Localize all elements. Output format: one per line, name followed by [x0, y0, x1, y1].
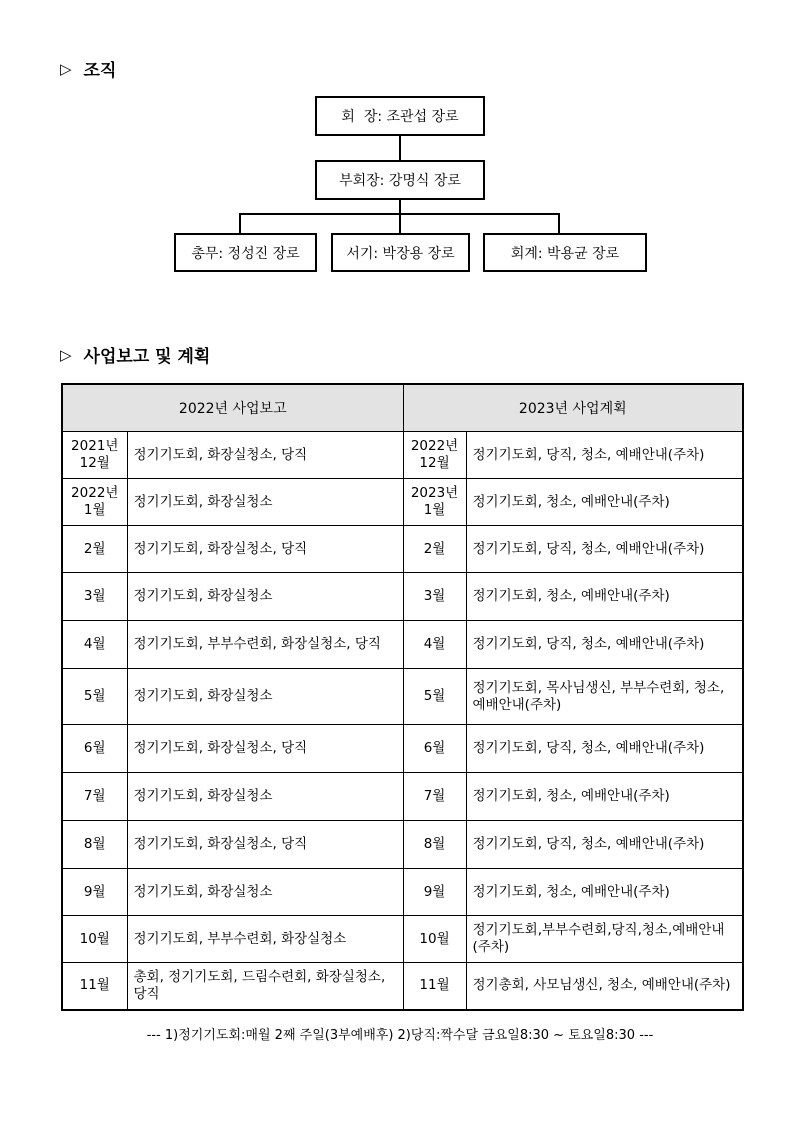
connector-line [399, 136, 401, 160]
table-row [62, 479, 743, 526]
activity-text: 정기기도회, 당직, 청소, 예배안내(주차) [472, 446, 705, 463]
month-label: 2022년 [410, 438, 459, 454]
activity-2023-cell [466, 621, 743, 669]
month-label: 12월 [419, 455, 450, 471]
month-2023-cell [403, 479, 466, 526]
month-label: 9월 [83, 883, 106, 900]
activity-text: 정기기도회, 화장실청소, 당직 [133, 446, 308, 463]
month-label: 3월 [83, 588, 106, 604]
president-box: 회 장: 조관섭 장로 [315, 96, 485, 136]
month-label: 8월 [83, 836, 106, 852]
month-2022-cell [62, 963, 127, 1010]
activity-2022-cell [127, 526, 403, 573]
month-label: 2월 [423, 540, 446, 557]
month-label: 2022년 [71, 485, 119, 501]
month-2023-cell [403, 773, 466, 821]
connector-line [239, 213, 241, 233]
month-label: 12월 [79, 455, 110, 471]
activity-text: 정기기도회, 부부수련회, 화장실청소, 당직 [133, 636, 381, 652]
month-2022-cell [62, 669, 127, 725]
month-label: 1월 [423, 502, 446, 518]
activity-text: 정기기도회, 화장실청소 [133, 788, 273, 804]
activity-text: 정기기도회, 목사님생신, 부부수련회, 청소, 예배안내(주차) [472, 679, 725, 713]
month-label: 2월 [83, 540, 106, 557]
month-2023-cell [403, 963, 466, 1010]
connector-line [399, 200, 401, 214]
table-row [62, 621, 743, 669]
activity-2023-cell [466, 821, 743, 869]
activity-text: 정기기도회, 화장실청소, 당직 [133, 540, 308, 557]
header-2022-report: 2022년 사업보고 [62, 384, 403, 432]
plan-section-title: 사업보고 및 계획 [83, 347, 211, 367]
activity-text: 정기기도회, 당직, 청소, 예배안내(주차) [472, 740, 705, 756]
activity-text: 정기기도회, 청소, 예배안내(주차) [472, 883, 670, 900]
month-2022-cell [62, 479, 127, 526]
table-row [62, 869, 743, 916]
month-label: 10월 [79, 930, 110, 947]
month-2023-cell [403, 573, 466, 621]
month-label: 11월 [419, 977, 450, 994]
activity-2023-cell [466, 773, 743, 821]
table-header-row [62, 384, 743, 432]
footnote: --- 1)정기기도회:매월 2째 주일(3부예배후) 2)당직:짝수달 금요일8:30 ~ 토요일8:30 --- [146, 1028, 654, 1043]
activity-2022-cell [127, 916, 403, 963]
month-2022-cell [62, 869, 127, 916]
activity-2022-cell [127, 479, 403, 526]
table-row [62, 773, 743, 821]
plan-table [61, 383, 744, 1011]
month-label: 4월 [423, 636, 446, 652]
activity-text: 정기기도회,부부수련회,당직,청소,예배안내(주차) [472, 922, 725, 955]
activity-text: 정기기도회, 청소, 예배안내(주차) [472, 493, 670, 510]
month-label: 7월 [83, 788, 106, 804]
activity-text: 정기기도회, 화장실청소, 당직 [133, 836, 308, 852]
month-2022-cell [62, 725, 127, 773]
activity-text: 정기기도회, 화장실청소, 당직 [133, 740, 308, 756]
activity-text: 정기기도회, 당직, 청소, 예배안내(주차) [472, 836, 705, 852]
month-label: 7월 [423, 788, 446, 804]
activity-2023-cell [466, 916, 743, 963]
activity-text: 정기기도회, 당직, 청소, 예배안내(주차) [472, 636, 705, 652]
month-2023-cell [403, 725, 466, 773]
table-row [62, 916, 743, 963]
month-label: 6월 [83, 740, 106, 756]
table-row [62, 573, 743, 621]
month-label: 5월 [423, 688, 446, 704]
month-2022-cell [62, 573, 127, 621]
activity-text: 정기기도회, 당직, 청소, 예배안내(주차) [472, 540, 705, 557]
activity-text: 정기기도회, 화장실청소 [133, 493, 273, 510]
activity-text: 정기기도회, 화장실청소 [133, 588, 273, 604]
month-label: 4월 [83, 636, 106, 652]
month-2022-cell [62, 773, 127, 821]
month-2023-cell [403, 432, 466, 479]
plan-table-body [62, 432, 743, 1010]
month-label: 8월 [423, 836, 446, 852]
activity-2023-cell [466, 725, 743, 773]
vice-president-box: 부회장: 강명식 장로 [315, 160, 485, 200]
table-row [62, 526, 743, 573]
month-label: 3월 [423, 588, 446, 604]
month-label: 6월 [423, 740, 446, 756]
table-row [62, 963, 743, 1010]
activity-2023-cell [466, 669, 743, 725]
month-2023-cell [403, 526, 466, 573]
activity-text: 정기기도회, 화장실청소 [133, 883, 273, 900]
month-2022-cell [62, 821, 127, 869]
month-label: 5월 [83, 688, 106, 704]
connector-line [399, 213, 401, 233]
month-2022-cell [62, 526, 127, 573]
month-label: 9월 [423, 883, 446, 900]
month-2023-cell [403, 916, 466, 963]
table-row [62, 725, 743, 773]
activity-text: 총회, 정기기도회, 드림수련회, 화장실청소, 당직 [133, 968, 386, 1002]
header-2023-plan: 2023년 사업계획 [403, 384, 743, 432]
month-2023-cell [403, 869, 466, 916]
activity-text: 정기기도회, 청소, 예배안내(주차) [472, 588, 670, 604]
activity-2023-cell [466, 573, 743, 621]
plan-section-heading [60, 342, 210, 367]
activity-2022-cell [127, 621, 403, 669]
treasurer-box: 회계: 박용균 장로 [483, 233, 647, 272]
month-label: 10월 [419, 930, 450, 947]
month-2023-cell [403, 669, 466, 725]
month-2022-cell [62, 916, 127, 963]
org-section-heading [60, 56, 116, 81]
activity-2022-cell [127, 869, 403, 916]
triangle-marker-icon: ▷ [60, 59, 72, 78]
table-row [62, 432, 743, 479]
activity-2022-cell [127, 669, 403, 725]
month-label: 11월 [79, 977, 110, 994]
activity-2023-cell [466, 432, 743, 479]
activity-text: 정기기도회, 부부수련회, 화장실청소 [133, 930, 347, 947]
activity-2022-cell [127, 821, 403, 869]
activity-2023-cell [466, 526, 743, 573]
month-2022-cell [62, 621, 127, 669]
activity-2022-cell [127, 773, 403, 821]
month-label: 2023년 [410, 485, 459, 501]
triangle-marker-icon: ▷ [60, 345, 72, 364]
activity-2023-cell [466, 479, 743, 526]
table-row [62, 669, 743, 725]
month-2023-cell [403, 821, 466, 869]
activity-2022-cell [127, 573, 403, 621]
activity-text: 정기기도회, 화장실청소 [133, 688, 273, 704]
connector-line [558, 213, 560, 233]
activity-2023-cell [466, 963, 743, 1010]
activity-text: 정기총회, 사모님생신, 청소, 예배안내(주차) [472, 977, 731, 994]
secretary-box: 서기: 박장용 장로 [331, 233, 470, 272]
org-section-title: 조직 [83, 61, 117, 81]
activity-2022-cell [127, 432, 403, 479]
activity-2022-cell [127, 963, 403, 1010]
table-row [62, 821, 743, 869]
month-2023-cell [403, 621, 466, 669]
month-label: 2021년 [71, 438, 119, 454]
month-2022-cell [62, 432, 127, 479]
activity-2023-cell [466, 869, 743, 916]
activity-text: 정기기도회, 청소, 예배안내(주차) [472, 788, 670, 804]
activity-2022-cell [127, 725, 403, 773]
general-affairs-box: 총무: 정성진 장로 [174, 233, 317, 272]
month-label: 1월 [83, 502, 106, 518]
